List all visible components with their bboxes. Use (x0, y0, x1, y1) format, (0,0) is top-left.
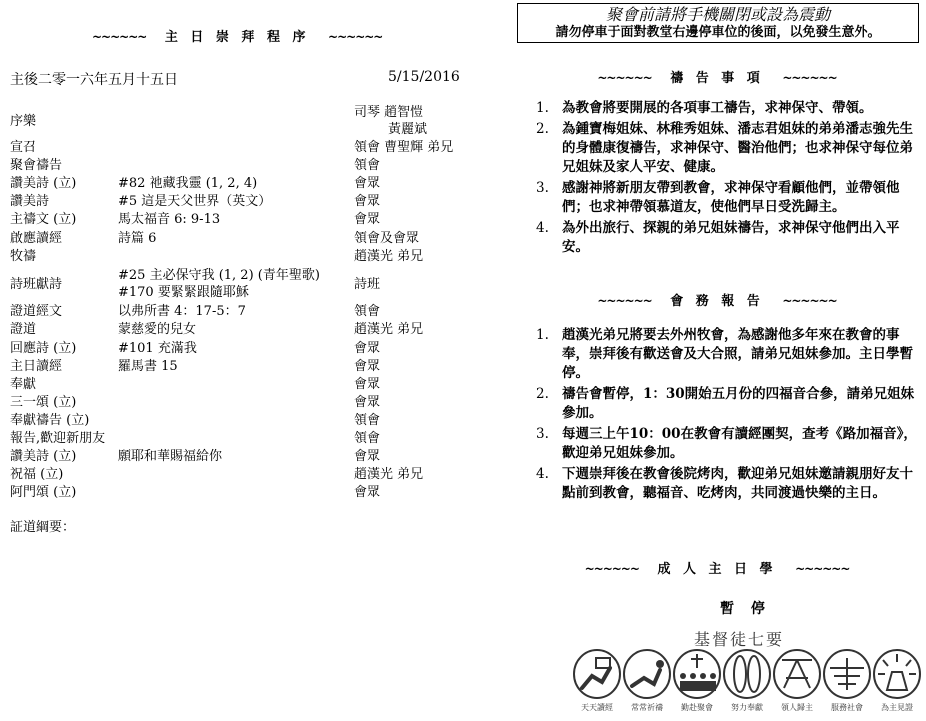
date-chinese: 主後二零一六年五月十五日 (10, 72, 178, 88)
order-item-leader: 會眾 (354, 212, 381, 227)
order-item-leader: 會眾 (354, 176, 381, 191)
prayer-item-text: 為教會將要開展的各項事工禱告，求神保守、帶領。 (562, 100, 873, 116)
swirl-ornament-right: ~~~~~~ (795, 562, 850, 576)
prayer-item-text: 為鍾寶梅姐妹、林稚秀姐妹、潘志君姐妹的弟弟潘志強先生的身體康復禱告，求神保守、醫治他們；也求神保守每位弟兄姐妹及家人平安、健康。 (562, 121, 913, 175)
report-section-header (510, 290, 924, 309)
date-numeric: 5/15/2016 (388, 69, 460, 85)
order-item-name: 阿門頌 (立) (10, 485, 77, 500)
swirl-ornament-right: ~~~~~~ (782, 294, 837, 308)
swirl-ornament-left: ~~~~~~ (597, 71, 652, 85)
essential-label: 服務社會 (831, 703, 863, 712)
order-item-name: 牧禱 (10, 249, 37, 264)
order-item-leader: 黃麗斌 (388, 122, 428, 137)
order-item-content: #25 主必保守我 (1, 2) (青年聖歌) (118, 268, 320, 283)
order-item-leader: 趙漢光 弟兄 (354, 322, 424, 337)
essential-label: 領人歸主 (781, 703, 813, 712)
order-item-name: 聚會禱告 (10, 158, 63, 173)
order-item-content: 馬太福音 6: 9-13 (118, 212, 221, 227)
order-item-content: 羅馬書 15 (118, 359, 178, 374)
seven-essentials-title: 基督徒七要 (694, 630, 785, 649)
essential-label: 為主見證 (881, 703, 913, 712)
swirl-ornament-right: ~~~~~~ (782, 71, 837, 85)
list-item: 3. 感謝神將新朋友帶到教會，求神保守看顧他們，並帶領他們；也求神帶領慕道友，使他們早日受洗歸主。 (536, 180, 900, 215)
essential-label: 常常祈禱 (631, 703, 663, 712)
list-item: 3. 每週三上午10：00在教會有讀經團契，查考《路加福音》，歡迎弟兄姐妹參加。 (536, 426, 917, 461)
report-section-title: 會 務 報 告 (670, 294, 764, 309)
order-item-leader: 領會 (354, 158, 381, 173)
witness-icon (874, 650, 920, 698)
order-item-name: 讚美詩 (立) (10, 176, 77, 191)
order-item-name: 讚美詩 (10, 194, 50, 209)
order-item-leader: 領會 曹聖輝 弟兄 (354, 140, 454, 155)
parking-notice: 請勿停車于面對教堂右邊停車位的後面，以免發生意外。 (555, 25, 881, 40)
prayer-list (536, 99, 924, 259)
list-item: 1. 趙漢光弟兄將要去外州牧會，為感謝他多年來在教會的事奉，崇拜後有歡送會及大合照，請弟兄姐妹參加。主日學暫停。 (536, 327, 913, 381)
prayer-section-header (510, 67, 924, 86)
order-item-leader: 司琴 趙智愷 (354, 105, 424, 120)
report-list (536, 326, 924, 505)
offering-icon (724, 650, 770, 698)
order-item-leader: 領會及會眾 (354, 231, 420, 246)
order-item-leader: 領會 (354, 431, 381, 446)
bible-reading-icon (574, 650, 620, 698)
order-item-leader: 詩班 (354, 277, 381, 292)
order-item-content: 詩篇 6 (118, 231, 157, 246)
order-item-name: 主日讀經 (10, 359, 63, 374)
order-item-name: 證道經文 (10, 304, 63, 319)
community-service-icon (824, 650, 870, 698)
order-item-leader: 會眾 (354, 449, 381, 464)
list-item: 2. 禱告會暫停，1：30開始五月份的四福音合參，請弟兄姐妹參加。 (536, 386, 915, 421)
report-item-text: 下週崇拜後在教會後院烤肉，歡迎弟兄姐妹邀請親朋好友十點前到教會，聽福音、吃烤肉，共同渡過快樂的主日。 (562, 466, 913, 501)
swirl-ornament-right: ~~~~~~ (328, 30, 383, 44)
order-item-leader: 會眾 (354, 194, 381, 209)
order-item-leader: 會眾 (354, 359, 381, 374)
list-item: 1. 為教會將要開展的各項事工禱告，求神保守、帶領。 (536, 100, 873, 116)
order-item-name: 讚美詩 (立) (10, 449, 77, 464)
fellowship-icon (674, 650, 720, 698)
list-item: 4. 為外出旅行、探親的弟兄姐妹禱告，求神保守他們出入平安。 (536, 220, 900, 255)
order-item-leader: 會眾 (354, 377, 381, 392)
order-item-leader: 會眾 (354, 395, 381, 410)
order-item-leader: 會眾 (354, 341, 381, 356)
sermon-outline-text: 証道綱要： (10, 520, 76, 535)
prayer-item-text: 感謝神將新朋友帶到教會，求神保守看顧他們，並帶領他們；也求神帶領慕道友，使他們早日受洗歸主。 (562, 180, 900, 215)
order-of-worship-title: 主 日 崇 拜 程 序 (164, 30, 310, 45)
order-of-worship-header (92, 26, 382, 45)
order-item-content: #5 這是天父世界（英文） (118, 194, 272, 209)
order-item-leader: 趙漢光 弟兄 (354, 249, 424, 264)
essential-label: 努力奉獻 (731, 703, 763, 712)
seven-essentials-icons (572, 648, 922, 700)
order-item-content: 蒙慈愛的兒女 (118, 322, 197, 337)
order-item-name: 祝福 (立) (10, 467, 64, 482)
order-item-leader: 領會 (354, 413, 381, 428)
order-item-content: #101 充滿我 (118, 341, 197, 356)
phone-parking-notice (517, 3, 919, 43)
swirl-ornament-left: ~~~~~~ (584, 562, 639, 576)
order-item-content: 以弗所書 4：17-5：7 (118, 304, 246, 319)
order-row (10, 267, 500, 303)
sunday-school-status: 暫 停 (720, 601, 771, 617)
order-item-content: #82 祂藏我靈 (1, 2, 4) (118, 176, 258, 191)
order-item-name: 主禱文 (立) (10, 212, 77, 227)
order-item-name: 宣召 (10, 140, 37, 155)
essential-label: 勤赴聚會 (681, 703, 713, 712)
prayer-item-text: 為外出旅行、探親的弟兄姐妹禱告，求神保守他們出入平安。 (562, 220, 900, 255)
report-item-text: 趙漢光弟兄將要去外州牧會，為感謝他多年來在教會的事奉，崇拜後有歡送會及大合照，請弟兄姐妹參加。主日學暫停。 (562, 327, 913, 381)
list-item: 2. 為鍾寶梅姐妹、林稚秀姐妹、潘志君姐妹的弟弟潘志強先生的身體康復禱告，求神保守、醫治他們；也求神保守每位弟兄姐妹及家人平安、健康。 (536, 121, 913, 175)
order-item-name: 詩班獻詩 (10, 277, 63, 292)
order-item-name: 奉獻禱告 (立) (10, 413, 90, 428)
swirl-ornament-left: ~~~~~~ (92, 30, 147, 44)
order-item-content-2: #170 要緊緊跟隨耶穌 (118, 285, 249, 300)
evangelism-icon (774, 650, 820, 698)
order-item-name: 序樂 (10, 114, 37, 129)
order-item-name: 證道 (10, 322, 37, 337)
order-item-name: 報告,歡迎新朋友 (10, 431, 106, 446)
sunday-school-title: 成 人 主 日 學 (657, 562, 777, 577)
report-item-text: 禱告會暫停，1：30開始五月份的四福音合參，請弟兄姐妹參加。 (562, 386, 915, 421)
report-item-text: 每週三上午10：00在教會有讀經團契，查考《路加福音》，歡迎弟兄姐妹參加。 (562, 426, 917, 461)
list-item: 4. 下週崇拜後在教會後院烤肉，歡迎弟兄姐妹邀請親朋好友十點前到教會，聽福音、吃烤肉，共同渡過快樂的主日。 (536, 466, 913, 501)
prayer-section-title: 禱 告 事 項 (670, 71, 764, 86)
order-item-leader: 會眾 (354, 485, 381, 500)
phone-notice: 聚會前請將手機關閉或設為震動 (605, 5, 830, 24)
order-item-name: 回應詩 (立) (10, 341, 77, 356)
order-item-leader: 領會 (354, 304, 381, 319)
prayer-icon (624, 650, 670, 698)
order-item-name: 奉獻 (10, 377, 37, 392)
swirl-ornament-left: ~~~~~~ (597, 294, 652, 308)
order-item-content: 願耶和華賜福給你 (118, 449, 223, 464)
essential-label: 天天讀經 (581, 703, 613, 712)
order-item-name: 啟應讀經 (10, 231, 63, 246)
order-item-name: 三一頌 (立) (10, 395, 77, 410)
order-item-leader: 趙漢光 弟兄 (354, 467, 424, 482)
sunday-school-header (510, 558, 924, 577)
